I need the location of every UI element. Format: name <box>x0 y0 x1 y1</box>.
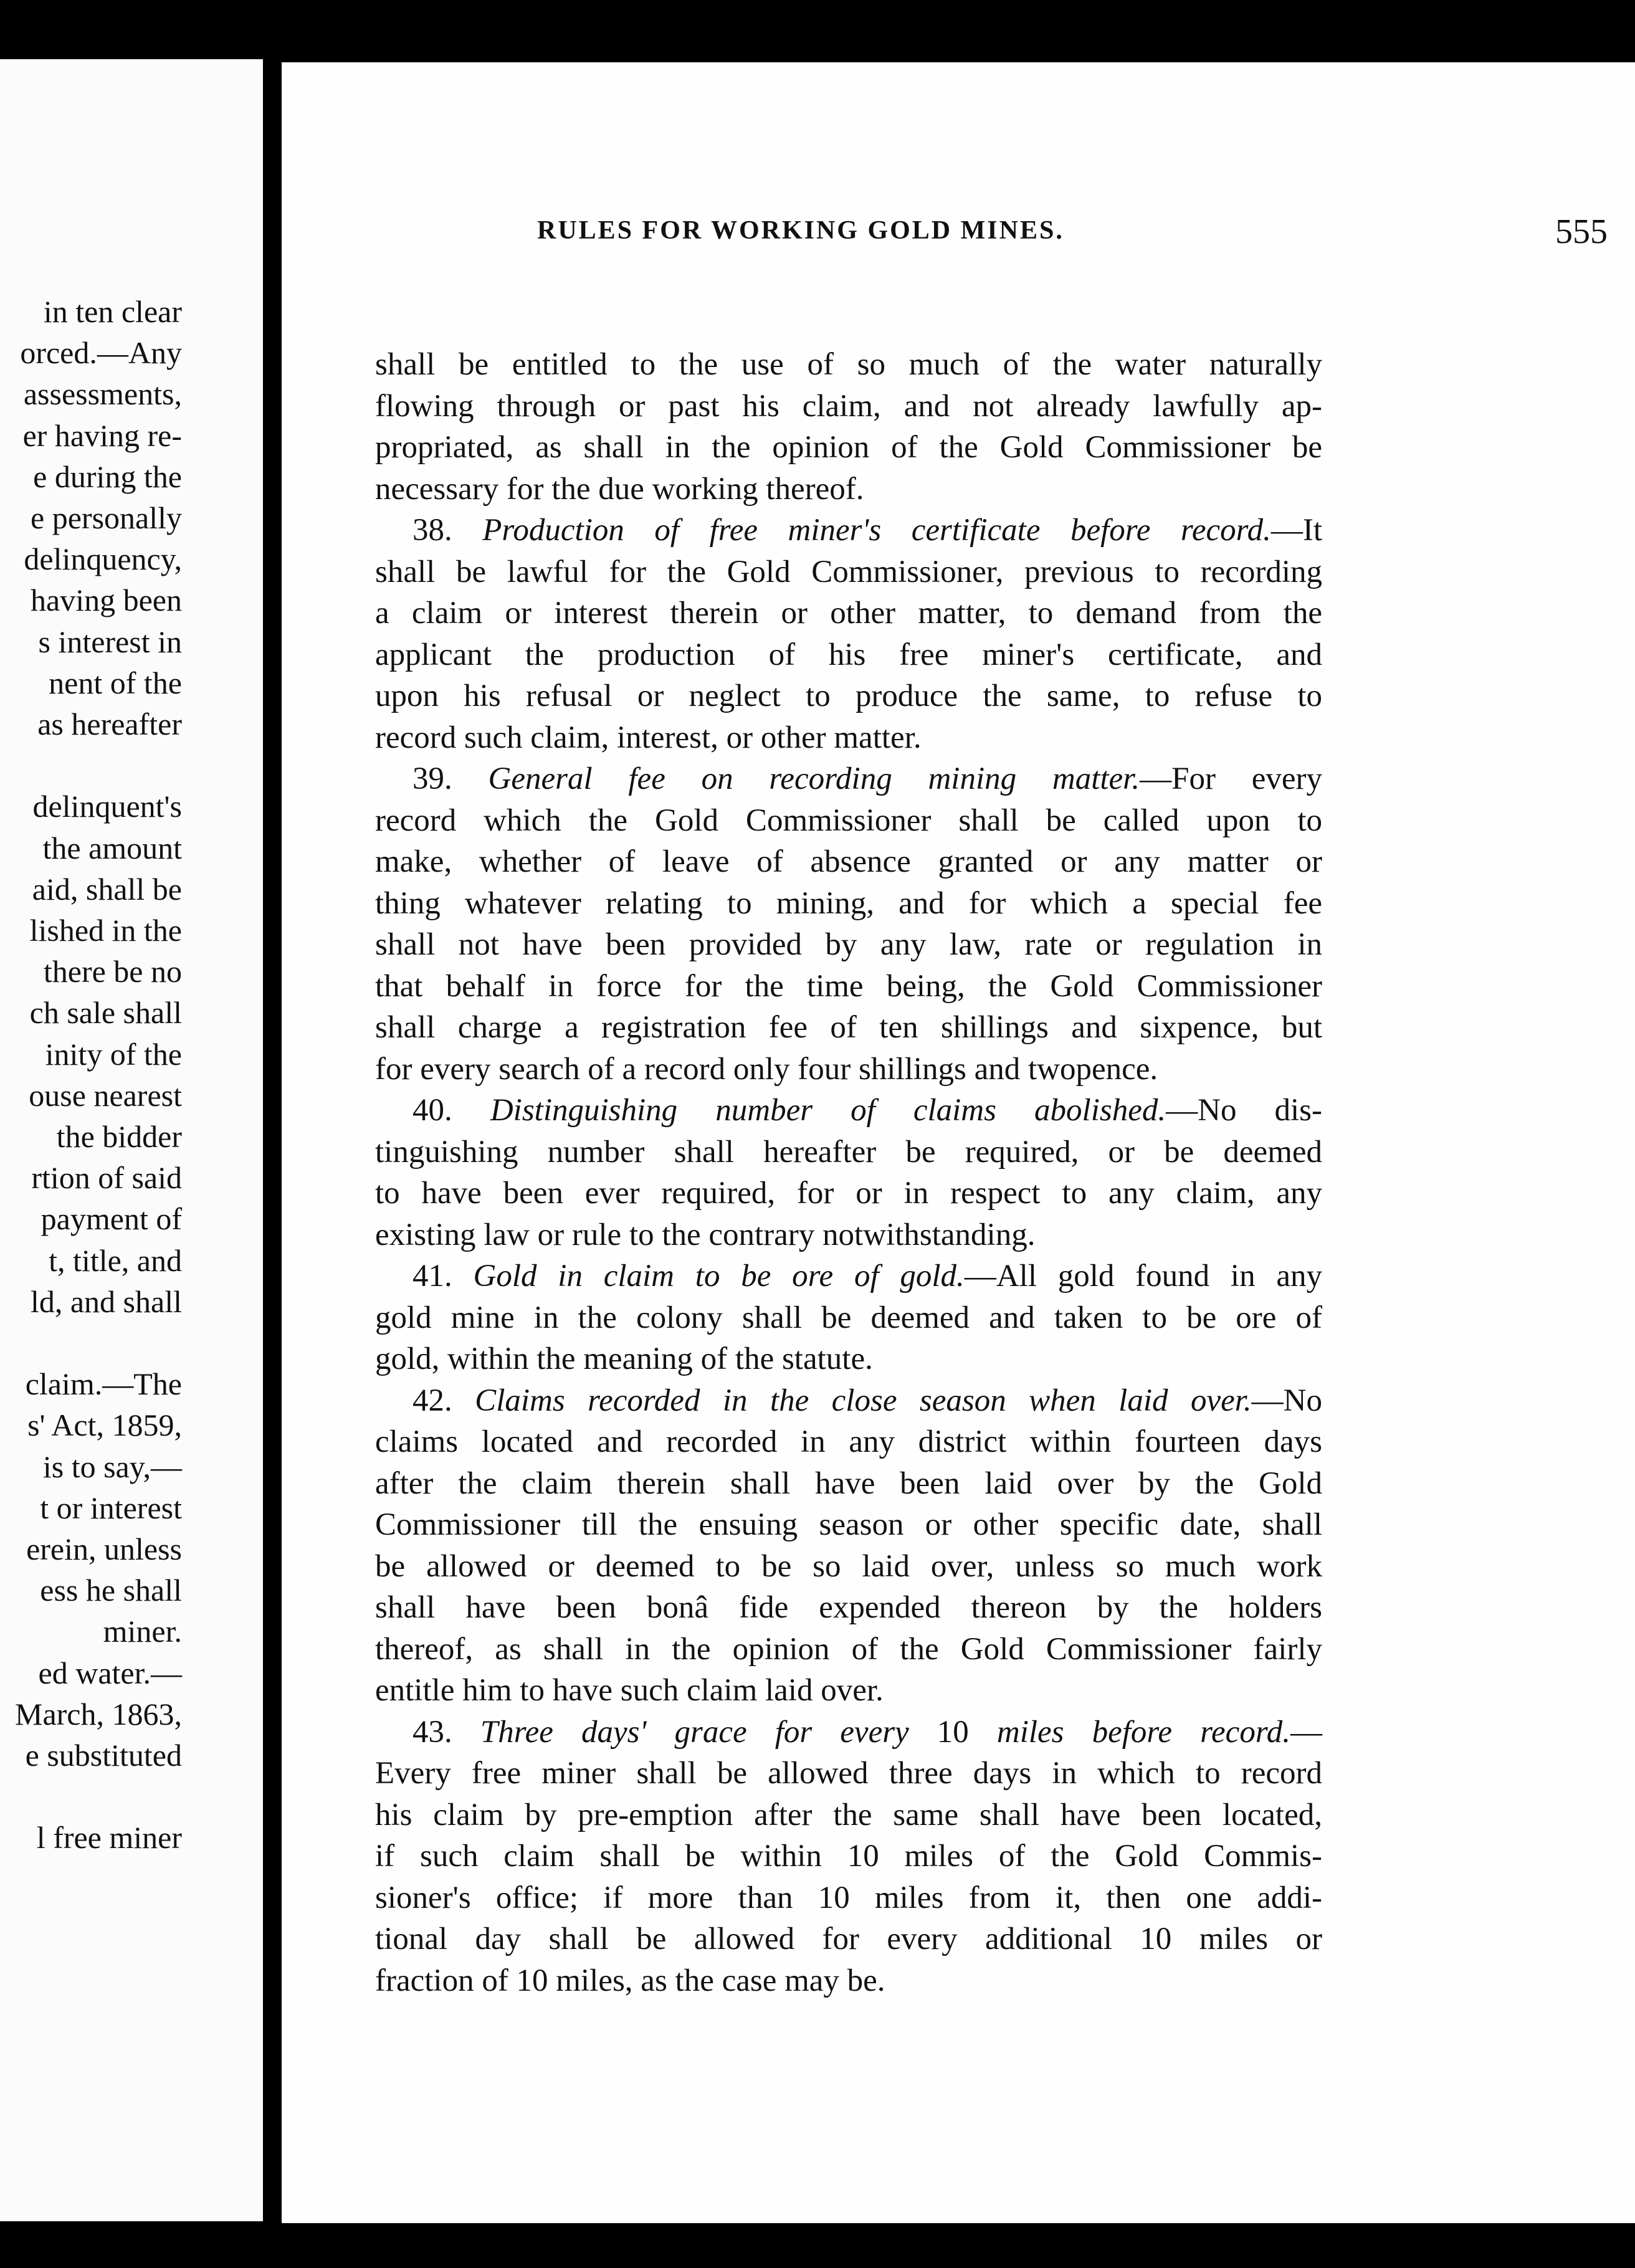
left-page-fragment: assessments, <box>23 376 182 412</box>
text-line: shall have been bonâ fide expended thereon by the holders <box>375 1590 1322 1625</box>
text-line: thereof, as shall in the opinion of the Gold Commissioner fairly <box>375 1631 1322 1667</box>
section-39 <box>375 758 1322 1090</box>
section-number: 43. <box>412 1714 452 1750</box>
text-line: to have been ever required, for or in respect to any claim, any <box>375 1176 1322 1211</box>
text-line: fraction of 10 miles, as the case may be. <box>375 1963 885 1998</box>
left-page-fragment: the amount <box>42 830 182 865</box>
left-page-fragment: orced.—Any <box>20 335 182 371</box>
text-line: for every search of a record only four shillings and twopence. <box>375 1051 1158 1087</box>
section-heading: Claims recorded in the close season when laid over. <box>475 1383 1252 1418</box>
text-line: shall be entitled to the use of so much of the water naturally <box>375 347 1322 382</box>
text-line: Every free miner shall be allowed three days in which to record <box>375 1756 1322 1791</box>
section-43 <box>375 1712 1322 2002</box>
left-page-fragment: s' Act, 1859, <box>27 1408 182 1443</box>
left-page-fragment: e personally <box>31 500 182 535</box>
section-40 <box>375 1090 1322 1256</box>
section-first-line: 42. Claims recorded in the close season when laid over.—No <box>412 1383 1323 1418</box>
running-title: RULES FOR WORKING GOLD MINES. <box>537 216 1064 245</box>
text-line: thing whatever relating to mining, and for which a special fee <box>375 885 1322 921</box>
text-line: claims located and recorded in any district within fourteen days <box>375 1424 1322 1459</box>
text-line: flowing through or past his claim, and not already lawfully ap- <box>375 388 1322 424</box>
text-line: after the claim therein shall have been laid over by the Gold <box>375 1465 1322 1501</box>
left-page-fragment: ouse nearest <box>29 1077 182 1113</box>
section-first-line: 39. General fee on recording mining matter.—For every <box>412 761 1323 796</box>
section-first-line: 43. Three days' grace for every 10 miles before record.— <box>412 1714 1323 1750</box>
left-page-fragment: ed water.— <box>38 1655 182 1690</box>
text-line: tional day shall be allowed for every additional 10 miles or <box>375 1922 1322 1956</box>
text-line: shall charge a registration fee of ten shillings and sixpence, but <box>375 1010 1322 1045</box>
left-page-fragment: rtion of said <box>31 1160 182 1196</box>
section-number: 41. <box>412 1259 452 1294</box>
text-line: that behalf in force for the time being, the Gold Commissioner <box>375 968 1322 1004</box>
left-page-fragment: l free miner <box>36 1820 182 1856</box>
left-page-fragment: ch sale shall <box>29 995 182 1031</box>
section-38 <box>375 510 1322 758</box>
left-page-fragment: aid, shall be <box>32 871 182 907</box>
text-line: Commissioner till the ensuing season or other specific date, shall <box>375 1507 1322 1542</box>
left-page-fragment: s interest in <box>38 624 182 659</box>
left-page-fragment: miner. <box>103 1614 182 1649</box>
page-number: 555 <box>1555 212 1608 251</box>
text-line: entitle him to have such claim laid over. <box>375 1673 884 1708</box>
section-heading: Three days' grace for every <box>480 1714 909 1750</box>
left-page-fragment: payment of <box>41 1201 182 1237</box>
left-page-fragment: March, 1863, <box>15 1696 182 1732</box>
left-page-fragment: is to say,— <box>42 1449 182 1484</box>
section-first-line: 41. Gold in claim to be ore of gold.—All gold found in any <box>412 1259 1322 1294</box>
text-line: his claim by pre-emption after the same shall have been located, <box>375 1797 1322 1832</box>
text-line: propriated, as shall in the opinion of the Gold Commissioner be <box>375 430 1322 465</box>
section-number: 38. <box>412 513 452 548</box>
text-line: existing law or rule to the contrary notwithstanding. <box>375 1217 1036 1252</box>
text-line: if such claim shall be within 10 miles of the Gold Commis- <box>375 1839 1322 1874</box>
text-line: record which the Gold Commissioner shall be called upon to <box>375 803 1322 838</box>
left-page-fragment: as hereafter <box>37 707 182 741</box>
section-heading: Gold in claim to be ore of gold. <box>473 1259 965 1294</box>
left-page-fragment: lished in the <box>29 913 182 948</box>
left-page-fragment: the bidder <box>56 1119 182 1154</box>
text-line: shall not have been provided by any law, rate or regulation in <box>375 927 1322 962</box>
left-page-fragment: ld, and shall <box>30 1284 182 1319</box>
section-heading: General fee on recording mining matter. <box>488 761 1140 796</box>
text-line: upon his refusal or neglect to produce the same, to refuse to <box>375 679 1322 713</box>
text-line: necessary for the due working thereof. <box>375 471 864 507</box>
left-page-fragment: inity of the <box>45 1036 182 1072</box>
text-line: shall be lawful for the Gold Commissioner, previous to recording <box>375 554 1322 589</box>
section-heading: Distinguishing number of claims abolished. <box>490 1093 1166 1128</box>
text-line: sioner's office; if more than 10 miles from it, then one addi- <box>375 1880 1322 1915</box>
section-number: 39. <box>412 761 452 796</box>
running-header <box>282 212 1635 262</box>
left-page-fragment: claim.—The <box>25 1366 182 1402</box>
body-text <box>375 344 1322 2001</box>
left-page-fragment: er having re- <box>22 417 182 453</box>
section-first-line: 38. Production of free miner's certificate before record.—It <box>412 513 1322 548</box>
left-page-fragment: in ten clear <box>43 294 182 329</box>
text-line: tinguishing number shall hereafter be required, or be deemed <box>375 1134 1322 1170</box>
left-page-fragment: ess he shall <box>40 1573 182 1608</box>
section-41 <box>375 1256 1322 1380</box>
left-page-fragment: there be no <box>43 954 182 989</box>
section-number: 40. <box>412 1093 452 1128</box>
left-page-fragment: t, title, and <box>49 1242 182 1278</box>
section-heading: Production of free miner's certificate before record. <box>482 513 1271 548</box>
left-page-fragment: having been <box>31 583 182 618</box>
text-line: a claim or interest therein or other matter, to demand from the <box>375 596 1322 631</box>
left-page-fragment: erein, unless <box>26 1532 182 1566</box>
section-number: 42. <box>412 1383 452 1418</box>
left-page-fragment: delinquent's <box>32 789 182 824</box>
left-page-fragment: e substituted <box>25 1738 182 1773</box>
right-page <box>282 62 1635 2223</box>
text-line: gold mine in the colony shall be deemed and taken to be ore of <box>375 1300 1322 1335</box>
section-42 <box>375 1380 1322 1712</box>
text-line: gold, within the meaning of the statute. <box>375 1341 873 1376</box>
text-line: record such claim, interest, or other matter. <box>375 720 922 755</box>
section-first-line: 40. Distinguishing number of claims abolished.—No dis- <box>412 1093 1322 1128</box>
book-gutter <box>268 59 277 2221</box>
left-page-fragment: nent of the <box>49 665 182 700</box>
text-line: applicant the production of his free miner's certificate, and <box>375 637 1322 672</box>
left-page-fragment: t or interest <box>40 1490 182 1525</box>
left-facing-page <box>0 59 263 2221</box>
left-page-fragment: e during the <box>33 459 182 494</box>
left-page-fragment: delinquency, <box>24 541 182 577</box>
text-line: be allowed or deemed to be so laid over, unless so much work <box>375 1548 1322 1584</box>
text-line: make, whether of leave of absence granted or any matter or <box>375 844 1322 879</box>
paragraph-continuation <box>375 344 1322 510</box>
